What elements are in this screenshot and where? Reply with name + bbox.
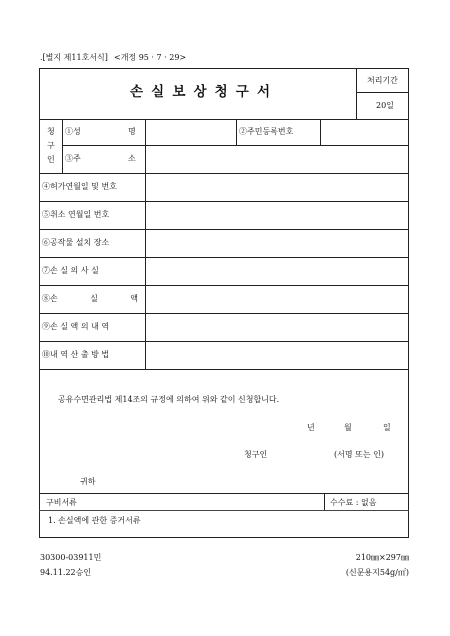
loss-facts-label: ⑦손 실 의 사 실 bbox=[42, 266, 99, 275]
claimant-side-divider bbox=[62, 119, 63, 173]
address-label: ③주 bbox=[65, 154, 81, 163]
line-claimant-mid bbox=[62, 145, 409, 146]
rrn-divider-right bbox=[320, 119, 321, 145]
processing-period-value: 20일 bbox=[376, 101, 394, 110]
date-year: 년 bbox=[307, 423, 315, 432]
form-frame bbox=[39, 68, 409, 538]
required-document-item-1: 1. 손실액에 관한 증거서류 bbox=[48, 516, 141, 525]
claimant-side-char-1: 청 bbox=[47, 127, 55, 136]
form-number: .[별지 제11호서식] bbox=[40, 53, 108, 62]
line-row-7 bbox=[39, 341, 409, 342]
line-attachment-header bbox=[39, 510, 409, 511]
cancellation-date-number-label: ⑤취소 연월일 번호 bbox=[42, 210, 110, 219]
label-column-divider bbox=[145, 119, 146, 369]
rrn-divider-left bbox=[236, 119, 237, 145]
approval-date: 94.11.22승인 bbox=[40, 568, 92, 577]
line-row-8 bbox=[39, 369, 409, 370]
fee-label: 수수료 : 없음 bbox=[330, 498, 377, 507]
installation-site-label: ⑥공작물 설치 장소 bbox=[42, 238, 110, 247]
processing-line bbox=[356, 92, 409, 93]
declaration-statement: 공유수면관리법 제14조의 규정에 의하여 위와 같이 신청합니다. bbox=[58, 395, 280, 404]
claimant-sign-label: 청구인 bbox=[244, 450, 268, 459]
claimant-side-char-2: 구 bbox=[47, 141, 55, 150]
rrn-label: ②주민등록번호 bbox=[239, 127, 294, 136]
address-label-end: 소 bbox=[128, 154, 136, 163]
line-row-5 bbox=[39, 285, 409, 286]
line-title-bottom bbox=[39, 119, 409, 120]
claimant-side-char-3: 인 bbox=[47, 155, 55, 164]
paper-size: 210㎜×297㎜ bbox=[355, 553, 409, 562]
paper-type: (신문용지54g/㎡) bbox=[345, 568, 409, 577]
line-row-2 bbox=[39, 201, 409, 202]
revision-date: <개정 95 · 7 · 29> bbox=[114, 53, 187, 62]
line-row-1 bbox=[39, 173, 409, 174]
loss-amount-details-label: ⑨손 실 액 의 내 역 bbox=[42, 322, 110, 331]
line-row-4 bbox=[39, 257, 409, 258]
form-code: 30300-03911민 bbox=[40, 553, 102, 562]
processing-period-label: 처리기간 bbox=[367, 76, 398, 85]
line-declaration-bottom bbox=[39, 493, 409, 494]
sign-or-seal-label: (서명 또는 인) bbox=[334, 450, 384, 459]
name-label: ①성 bbox=[65, 127, 81, 136]
fee-divider bbox=[324, 493, 325, 510]
date-day: 일 bbox=[383, 423, 391, 432]
line-row-6 bbox=[39, 313, 409, 314]
required-documents-label: 구비서류 bbox=[46, 498, 77, 507]
calculation-method-label: ⑩내 역 산 출 방 법 bbox=[42, 350, 110, 359]
date-month: 월 bbox=[344, 423, 352, 432]
form-title: 손 실 보 상 청 구 서 bbox=[130, 84, 270, 100]
processing-divider bbox=[356, 68, 357, 119]
addressee-label: 귀하 bbox=[80, 477, 96, 486]
name-label-end: 명 bbox=[128, 127, 136, 136]
permit-date-number-label: ④허가연월일 및 번호 bbox=[42, 182, 117, 191]
loss-amount-label: ⑧손 실 액 bbox=[42, 294, 138, 303]
line-row-3 bbox=[39, 229, 409, 230]
